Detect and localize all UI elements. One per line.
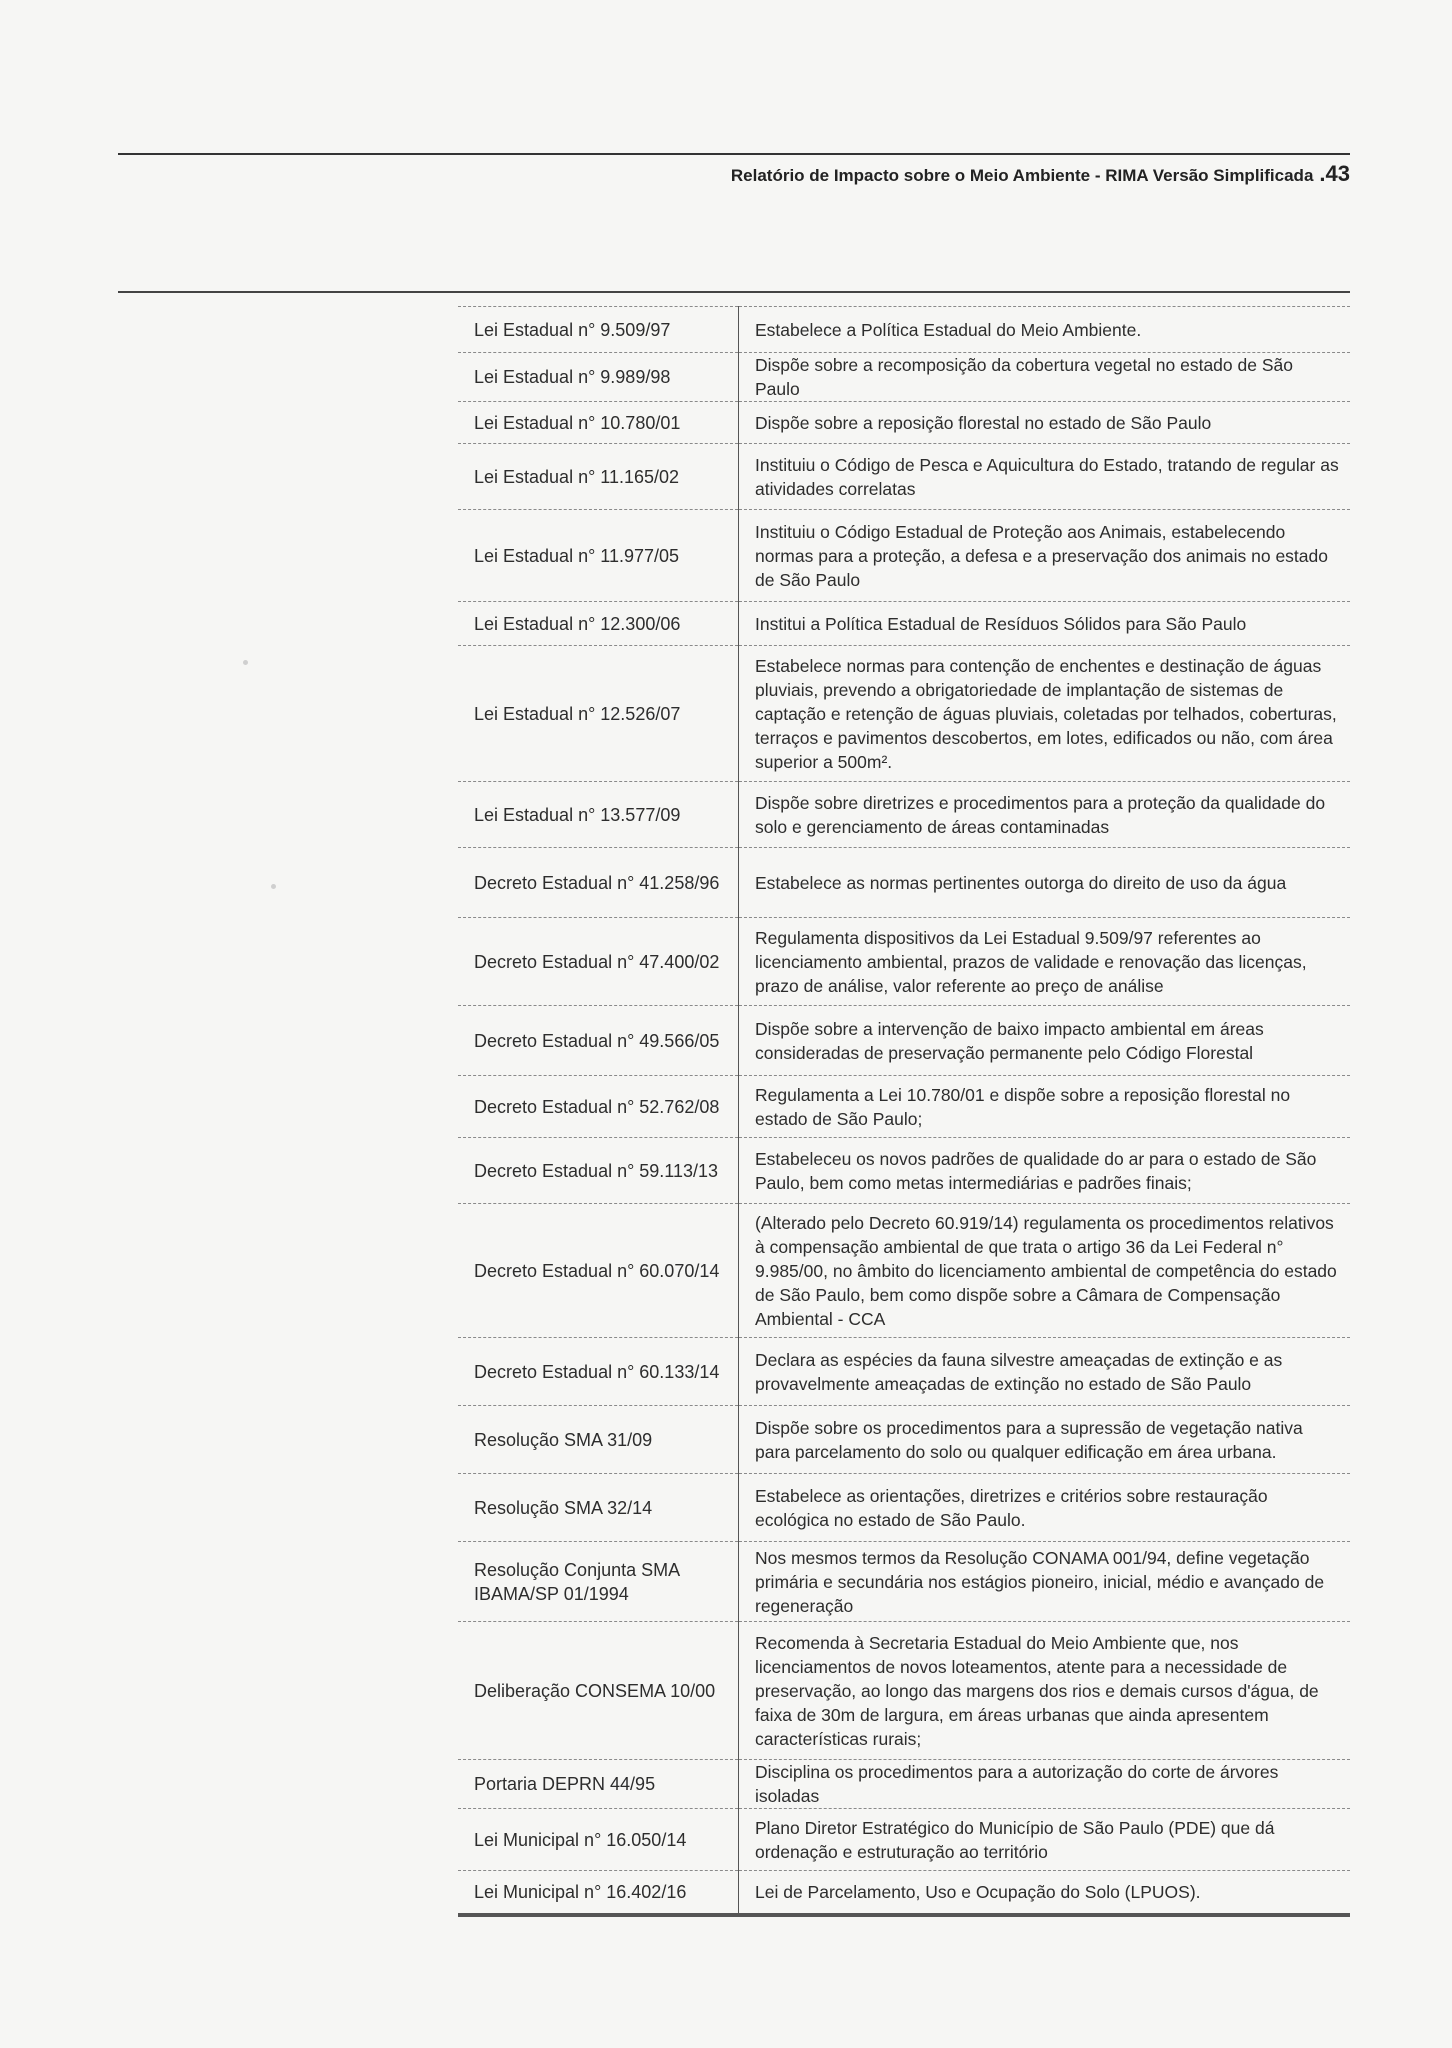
law-description: Nos mesmos termos da Resolução CONAMA 001/94, define vegetação primária e secundária nos estágios pioneiro, inicial, médio e avançado de regeneração — [739, 1542, 1351, 1622]
law-reference: Resolução Conjunta SMA IBAMA/SP 01/1994 — [458, 1542, 739, 1622]
law-reference: Lei Municipal n° 16.402/16 — [458, 1871, 739, 1915]
law-reference: Lei Estadual n° 11.977/05 — [458, 510, 739, 602]
table-row — [458, 1076, 1350, 1138]
table-row — [458, 1204, 1350, 1338]
law-reference: Deliberação CONSEMA 10/00 — [458, 1622, 739, 1760]
law-description: Disciplina os procedimentos para a autorização do corte de árvores isoladas — [739, 1760, 1351, 1809]
law-description: Estabeleceu os novos padrões de qualidade do ar para o estado de São Paulo, bem como metas intermediárias e padrões finais; — [739, 1138, 1351, 1204]
table-row — [458, 918, 1350, 1006]
table-row — [458, 444, 1350, 510]
law-description: (Alterado pelo Decreto 60.919/14) regulamenta os procedimentos relativos à compensação ambiental de que trata o artigo 36 da Lei Federal n° 9.985/00, no âmbito do licenciamento ambiental de competência do estado de São Paulo, bem como dispõe sobre a Câmara de Compensação Ambiental - CCA — [739, 1204, 1351, 1338]
law-reference: Lei Estadual n° 9.989/98 — [458, 353, 739, 402]
table-row — [458, 1138, 1350, 1204]
law-reference: Decreto Estadual n° 60.070/14 — [458, 1204, 739, 1338]
header-rule — [118, 153, 1350, 155]
law-reference: Decreto Estadual n° 52.762/08 — [458, 1076, 739, 1138]
law-reference: Resolução SMA 32/14 — [458, 1474, 739, 1542]
law-description: Estabelece normas para contenção de enchentes e destinação de águas pluviais, prevendo a obrigatoriedade de implantação de sistemas de captação e retenção de águas pluviais, coletadas por telhados, coberturas, terraços e pavimentos descobertos, em lotes, edificados ou não, com área superior a 500m². — [739, 646, 1351, 782]
law-reference: Decreto Estadual n° 41.258/96 — [458, 848, 739, 918]
law-description: Declara as espécies da fauna silvestre ameaçadas de extinção e as provavelmente ameaçadas de extinção no estado de São Paulo — [739, 1338, 1351, 1406]
law-reference: Portaria DEPRN 44/95 — [458, 1760, 739, 1809]
scan-speck — [243, 660, 248, 665]
legislation-table — [458, 306, 1350, 1917]
law-reference: Lei Estadual n° 10.780/01 — [458, 402, 739, 444]
table-row — [458, 1542, 1350, 1622]
law-description: Recomenda à Secretaria Estadual do Meio Ambiente que, nos licenciamentos de novos loteamentos, atente para a necessidade de preservação, ao longo das margens dos rios e demais cursos d'água, de faixa de 30m de largura, em áreas urbanas que ainda apresentem características rurais; — [739, 1622, 1351, 1760]
law-reference: Lei Estadual n° 12.526/07 — [458, 646, 739, 782]
law-reference: Lei Estadual n° 9.509/97 — [458, 307, 739, 353]
law-reference: Decreto Estadual n° 60.133/14 — [458, 1338, 739, 1406]
table-row — [458, 1871, 1350, 1915]
law-reference: Lei Municipal n° 16.050/14 — [458, 1809, 739, 1871]
table-row — [458, 1006, 1350, 1076]
law-description: Dispõe sobre diretrizes e procedimentos para a proteção da qualidade do solo e gerenciamento de áreas contaminadas — [739, 782, 1351, 848]
report-title: Relatório de Impacto sobre o Meio Ambiente - RIMA Versão Simplificada — [730, 166, 1314, 185]
law-description: Estabelece as normas pertinentes outorga do direito de uso da água — [739, 848, 1351, 918]
running-header — [731, 161, 1350, 187]
law-description: Dispõe sobre a reposição florestal no estado de São Paulo — [739, 402, 1351, 444]
law-reference: Lei Estadual n° 12.300/06 — [458, 602, 739, 646]
table-row — [458, 782, 1350, 848]
section-rule — [118, 291, 1350, 293]
law-description: Lei de Parcelamento, Uso e Ocupação do Solo (LPUOS). — [739, 1871, 1351, 1915]
table-row — [458, 307, 1350, 353]
table-row — [458, 1809, 1350, 1871]
law-description: Regulamenta dispositivos da Lei Estadual 9.509/97 referentes ao licenciamento ambiental, prazos de validade e renovação das licenças, prazo de análise, valor referente ao preço de análise — [739, 918, 1351, 1006]
table-row — [458, 1406, 1350, 1474]
law-description: Estabelece as orientações, diretrizes e critérios sobre restauração ecológica no estado de São Paulo. — [739, 1474, 1351, 1542]
table-row — [458, 1622, 1350, 1760]
table-row — [458, 1760, 1350, 1809]
law-reference: Resolução SMA 31/09 — [458, 1406, 739, 1474]
law-description: Dispõe sobre a recomposição da cobertura vegetal no estado de São Paulo — [739, 353, 1351, 402]
law-description: Dispõe sobre os procedimentos para a supressão de vegetação nativa para parcelamento do solo ou qualquer edificação em área urbana. — [739, 1406, 1351, 1474]
law-reference: Lei Estadual n° 11.165/02 — [458, 444, 739, 510]
law-description: Instituiu o Código Estadual de Proteção aos Animais, estabelecendo normas para a proteção, a defesa e a preservação dos animais no estado de São Paulo — [739, 510, 1351, 602]
page-number: .43 — [1319, 161, 1350, 186]
table-row — [458, 510, 1350, 602]
law-reference: Decreto Estadual n° 49.566/05 — [458, 1006, 739, 1076]
law-description: Plano Diretor Estratégico do Município de São Paulo (PDE) que dá ordenação e estruturação ao território — [739, 1809, 1351, 1871]
table-row — [458, 1338, 1350, 1406]
law-description: Regulamenta a Lei 10.780/01 e dispõe sobre a reposição florestal no estado de São Paulo; — [739, 1076, 1351, 1138]
law-description: Instituiu o Código de Pesca e Aquicultura do Estado, tratando de regular as atividades correlatas — [739, 444, 1351, 510]
table-row — [458, 402, 1350, 444]
law-reference: Decreto Estadual n° 59.113/13 — [458, 1138, 739, 1204]
law-reference: Decreto Estadual n° 47.400/02 — [458, 918, 739, 1006]
law-description: Dispõe sobre a intervenção de baixo impacto ambiental em áreas consideradas de preservação permanente pelo Código Florestal — [739, 1006, 1351, 1076]
law-description: Estabelece a Política Estadual do Meio Ambiente. — [739, 307, 1351, 353]
law-reference: Lei Estadual n° 13.577/09 — [458, 782, 739, 848]
table-row — [458, 602, 1350, 646]
law-description: Institui a Política Estadual de Resíduos Sólidos para São Paulo — [739, 602, 1351, 646]
table-row — [458, 848, 1350, 918]
table-row — [458, 1474, 1350, 1542]
table-row — [458, 353, 1350, 402]
table-row — [458, 646, 1350, 782]
scan-speck — [271, 884, 276, 889]
